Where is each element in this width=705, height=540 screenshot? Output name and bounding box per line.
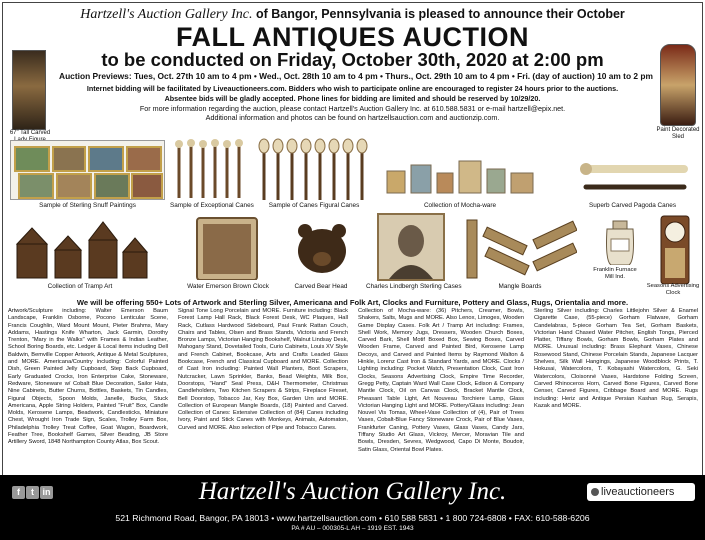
absentee-bids-note: Absentee bids will be gladly accepted. Phone lines for bidding are limited and should be reserved by 10/29/20. xyxy=(164,94,541,103)
tramp-art-photo xyxy=(10,213,150,281)
intro-line xyxy=(0,6,705,23)
footer-brand-name: Hartzell's Auction Gallery Inc. xyxy=(198,478,507,505)
carved-lady-caption: 67" Tall Carved xyxy=(9,130,51,136)
internet-bidding-note: Internet bidding will be facilitated by Liveauctioneers.com. Bidders who wish to participate online are encouraged to register 24 hours prior to the auctions. xyxy=(86,84,619,93)
pagoda-canes-caption: Superb Carved Pagoda Canes xyxy=(588,202,677,209)
contact-note: For more information regarding the auction, please contact Hartzell's Auction Gallery Inc. at 610.588.5831 or e-mail hartzell@epix.net. xyxy=(139,104,566,113)
emerson-brown-clock-caption: Water Emerson Brown Clock xyxy=(187,283,269,290)
furnace-crock-caption: Franklin Furnace Mill Ind. xyxy=(593,267,637,280)
lot-column-3: Collection of Mocha-ware: (36) Pitchers, Creamer, Bowls, Shakers, Salts, Mugs and MORE. Also Lenox, Limoges, Wooden Game Display Cases. Folk Art / Tramp Art including: Frames, Shell Work, Memory Jugs, Dressers, Wooden Church Boxes, Carved Bark, Shell Motif Boxed Box, Sewing Boxes, Carved Wooden Frame, Carved and Painted Bird, Kerosene Lamp Decoys, and Carved and Painted Items by Raymond Walton & Hinkle, Lorenz Cast Iron & Standard Yards, and MORE. Clocks / Lighting including: Pocket Watch, Presentation Clock, Cast Iron Clocks, Seasons Advertising Clock, Empire Time Recorder, Gregg Petty, Captain Ward Wall Case Clock, Edison & Company Mantle Clock, Oil on Canvas Clock, Bracket Mantle Clock, Pheasant Table Light, Art Nouveau Torchiere Lamp, Glass Victorian Hanging Light and MORE. Pottery/Glass including: Jean Nouvel Vis Tomas, Wheel-Vase Collection of (4), Pair of Trees Vases, Cobalt-Blue Fancy Stoneware Crock, Pair of Blue Vases, Frankfurter Caning, Pottery Vases, Glass Vases, Candy Jars, Tiffany Studio Art Glass, Vickroy, Mercer, Moravian Tile and Bowls, Dresden, Sevres, Wedgwood, Capo Di Monte, Boudoir, Satin Glass, Oriental Bowl Plates. xyxy=(358,308,524,453)
snuff-paintings-photo xyxy=(10,140,165,200)
exceptional-canes-caption: Sample of Exceptional Canes xyxy=(170,202,254,209)
carved-bear-head-caption: Carved Bear Head xyxy=(294,283,348,290)
auction-date: to be conducted on Friday, October 30th, 2020 at 2:00 pm xyxy=(101,49,604,70)
lindbergh-portrait-photo xyxy=(377,213,445,281)
liveauctioneers-badge[interactable] xyxy=(587,483,695,501)
mangle-boards-photo xyxy=(462,215,578,281)
carved-bear-head-photo xyxy=(290,216,352,278)
painted-sled-caption: Paint Decorated Sled xyxy=(656,127,700,140)
furnace-crock-photo xyxy=(598,216,640,266)
figural-canes-caption: Sample of Canes Figural Canes xyxy=(268,202,360,209)
seasons-clock-photo xyxy=(654,213,694,285)
figural-canes-photo xyxy=(255,135,373,201)
mocha-ware-photo xyxy=(380,150,540,202)
seasons-clock-caption: Seasons Advertising Clock xyxy=(646,283,700,296)
footer-license: PA # AU – 000305-L AH – 1919 EST. 1943 xyxy=(291,525,414,532)
linkedin-icon[interactable]: in xyxy=(40,486,53,499)
lot-column-4: Sterling Silver including: Charles Littlejohn Silver & Enamel Cigarette Case, (55-piece) Gorham Flatware, Gorham Candelabras, 5-piece Gorham Tea Set, Gorham Baskets, Victorian Hand Chased Water Pitcher, English Tongs, Pierced Platter, Tiffany Bowls, Gorham Bowls, Gorham Plates and MORE. Unusual including: Brass Elephant Vases, Chinese Rosewood Stand, Chinese Porcelain Stands, Japanese Lacquer Shelves, Silk Wall Hangings, Japanese Woodblock Prints, T. Hokusai, Watercolors, T. Kobayashi Watercolors, G. Seki Watercolors, Cloisonné Vases, Hardstone Folding Screen, Carved Rhinoceros Horn, Carved Bone Figures, Carved Bone Censer, Carved Figures, Cribbage Board and MORE. Rugs including: Heriz and Antique Persian Kashan Rug, Serapis, Kazak and MORE. xyxy=(534,308,698,409)
auction-title: FALL ANTIQUES AUCTION xyxy=(176,22,529,52)
lot-column-2: Signal Tone Long Porcelain and MORE. Furniture including: Black Forest Lamp Hall Rack, Black Forest Desk, WC Plaques, Hall Rack, Cutlass Hardwood Sideboard, Paul Frank Rattan Couch, Chairs and Tables, Olsen and Brass Stands, Victoria and French Bronze Lamps, Victorian Hanging Bookshelf, Walnut Lindsay Desk, Mahogany Stand, Dovetailed Tools, Curio Cabinets, Louis XV Style and French Cabinet, Bookcase, Arts and Crafts Leaded Glass Bookcase, French and Classical Cupboard and MORE. Collection of Cast Iron including: Painted Wall Planters, Boot Scrapers, Nutcracker, Lawn Sprinkler, Banks, Bead Weights, Milk Box, Doorstops, "Hand" Seal Press, D&H Thermometer, Christmas Candleholders, Two Kitchen Scrapers & Strips, Fireplace Fireset, Bell Doorstop, Tobacco Jar, Key Box, Garden Urn and MORE. Collection of European Mangle Boards, (18) Painted and Carved. Collection of Canes: Extensive Collection of (84) Canes including Ivory, Paint and Stick Canes with Monkeys, Animals, Automaton, Curved and MORE. Also selection of Pipe and Tobacco Canes. xyxy=(178,308,348,431)
auction-previews: Auction Previews: Tues, Oct. 27th 10 am to 4 pm • Wed., Oct. 28th 10 am to 4 pm • Thurs., Oct. 29th 10 am to 4 pm • Fri. (day of auction) 10 am to 2 pm xyxy=(59,71,653,81)
intro-gallery-name: Hartzell's Auction Gallery Inc. xyxy=(80,7,253,22)
mocha-ware-caption: Collection of Mocha-ware xyxy=(423,202,497,209)
twitter-icon[interactable]: t xyxy=(26,486,39,499)
offering-summary: We will be offering 550+ Lots of Artwork and Sterling Silver, Americana and Folk Art, Clocks and Furniture, Pottery and Glass, Rugs, Orientalia and more. xyxy=(76,298,629,307)
intro-announcement: of Bangor, Pennsylvania is pleased to announce their October xyxy=(252,7,625,21)
additional-info-note: Additional information and photos can be found on hartzellsauction.com and auctionzip.com. xyxy=(205,113,500,122)
lindbergh-caption: Charles Lindbergh Sterling Cases xyxy=(366,283,462,290)
pagoda-canes-photo xyxy=(575,148,690,202)
mangle-boards-caption: Mangle Boards xyxy=(498,283,542,290)
footer-contact: 521 Richmond Road, Bangor, PA 18013 • www.hartzellsauction.com • 610 588 5831 • 1 800 724-6808 • FAX: 610-588-6206 xyxy=(115,513,590,523)
carved-lady-figure-image xyxy=(12,50,46,130)
exceptional-canes-photo xyxy=(170,135,250,201)
liveauctioneers-logo-icon xyxy=(591,488,599,496)
liveauctioneers-label: liveauctioneers xyxy=(601,486,675,498)
tramp-art-caption: Collection of Tramp Art xyxy=(47,283,113,290)
lot-column-1: Artwork/Sculpture including: Walter Emerson Baum Landscape, Franklin Osborne, Pocono Lenticular Scene, Francis Coughlin, Ward Mount Mount, Pieter Brahms, Mary Addams, Hastings Knife Wharton, Jack Garmin, Dorothy Trenton, "Mary in the Walks" with Frames & Indian Leather, School Boring Boards, etc. Ledger & Local items including Dell Baldwin, Bemville Copper Artwork, Antique & Metal Sculptures, and MORE. Americana/Country including: Colorful Painted Dish, Green Painted Jelly Cupboard, Step Back Cupboard, Early Graduated Crocks, Iron Enterprise Cake, Stoneware, Redware, Stoneware w/ Cobalt Blue Decoration, Sailor Hats, Nine Cabinets, Butter Churns, Bottles, Baskets, Tin Candles, Figural Objects, Spoon Molds, Janelle, Bucks, Stuck Americana, Apple String Holders, Painted "Fruit" Box, Candle Molds, Kerosene Lamps, Beadwork, Candlesticks, Miniature Chest, Wrought Iron Trade Sign, Scales, Trolley Farm Box, Philadelphia Trolley Treat Coffee, Goat Wagon, Boardwork, Feather Tree, Bookshelf Games, Silver Beading, JB Store Artillery Sword, 1848 Northampton County Atlas, Box Scout. xyxy=(8,308,168,446)
emerson-brown-clock-photo xyxy=(184,213,272,281)
footer-bar xyxy=(0,475,705,540)
painted-sled-image xyxy=(660,44,696,126)
facebook-icon[interactable]: f xyxy=(12,486,25,499)
snuff-paintings-caption: Sample of Sterling Snuff Paintings xyxy=(39,202,136,209)
lot-descriptions xyxy=(8,308,698,474)
